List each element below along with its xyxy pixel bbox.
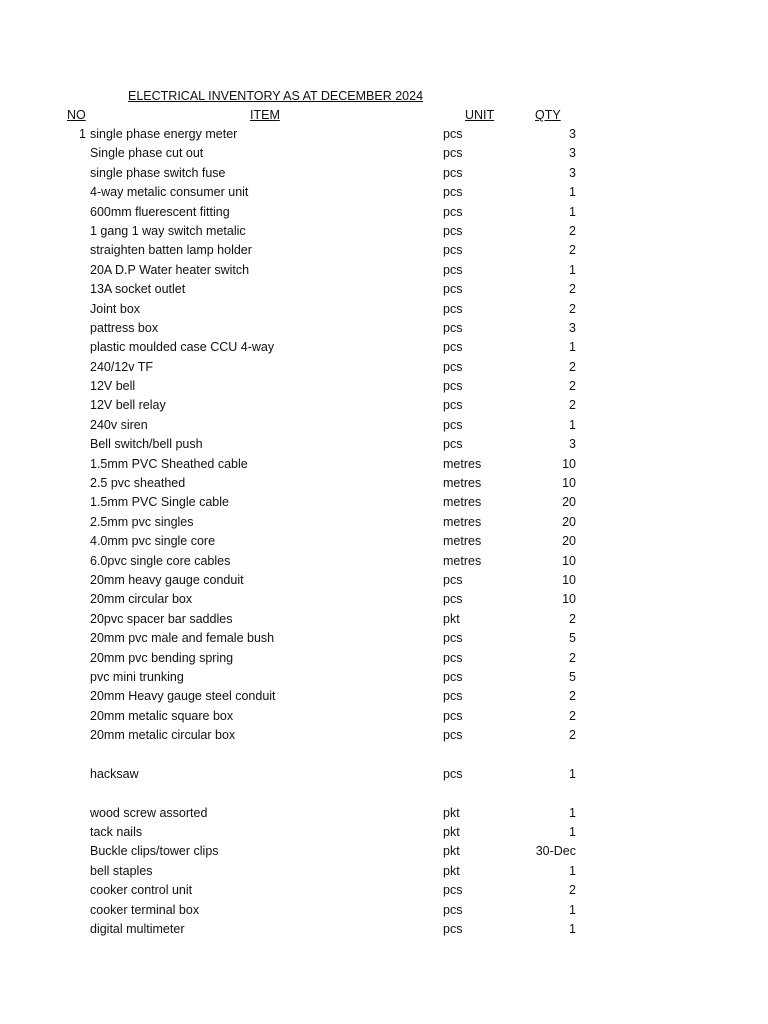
item-qty: 1 bbox=[569, 340, 576, 355]
table-row bbox=[0, 901, 768, 920]
item-unit: pcs bbox=[443, 902, 463, 917]
item-unit: pcs bbox=[443, 282, 463, 297]
table-row bbox=[0, 726, 768, 745]
item-unit: metres bbox=[443, 514, 482, 529]
table-row bbox=[0, 125, 768, 144]
item-name: 20A D.P Water heater switch bbox=[90, 262, 250, 277]
item-unit: pcs bbox=[443, 379, 463, 394]
item-qty: 1 bbox=[569, 417, 576, 432]
item-name: cooker control unit bbox=[90, 883, 193, 898]
item-unit: pcs bbox=[443, 708, 463, 723]
table-row bbox=[0, 629, 768, 648]
item-name: tack nails bbox=[90, 825, 143, 840]
table-row bbox=[0, 571, 768, 590]
row-number: 1 bbox=[79, 127, 86, 141]
item-unit: pcs bbox=[443, 728, 463, 743]
item-qty: 2 bbox=[569, 301, 576, 316]
table-row bbox=[0, 668, 768, 687]
item-qty: 1 bbox=[569, 204, 576, 219]
item-unit: pkt bbox=[443, 844, 460, 859]
item-unit: pcs bbox=[443, 766, 463, 781]
table-row bbox=[0, 687, 768, 706]
table-row bbox=[0, 358, 768, 377]
item-qty: 2 bbox=[569, 223, 576, 238]
item-name: bell staples bbox=[90, 863, 153, 878]
item-unit: pcs bbox=[443, 669, 463, 684]
item-name: 600mm fluerescent fitting bbox=[90, 204, 230, 219]
table-row bbox=[0, 707, 768, 726]
item-qty: 2 bbox=[569, 243, 576, 258]
item-qty: 30-Dec bbox=[535, 844, 576, 859]
table-row bbox=[0, 881, 768, 900]
item-qty: 3 bbox=[569, 127, 576, 141]
item-unit: metres bbox=[443, 456, 482, 471]
item-name: single phase energy meter bbox=[90, 127, 238, 141]
item-qty: 2 bbox=[569, 689, 576, 704]
item-unit: pcs bbox=[443, 417, 463, 432]
table-row bbox=[0, 416, 768, 435]
table-row bbox=[0, 513, 768, 532]
item-name: 240v siren bbox=[90, 417, 148, 432]
table-row bbox=[0, 300, 768, 319]
item-qty: 3 bbox=[569, 146, 576, 161]
sheet-title: ELECTRICAL INVENTORY AS AT DECEMBER 2024 bbox=[128, 89, 424, 103]
table-row bbox=[0, 261, 768, 280]
table-row bbox=[0, 203, 768, 222]
item-name: 1 gang 1 way switch metalic bbox=[90, 223, 246, 238]
item-name: digital multimeter bbox=[90, 922, 185, 937]
item-name: cooker terminal box bbox=[90, 902, 200, 917]
table-row bbox=[0, 590, 768, 609]
table-row bbox=[0, 241, 768, 260]
item-name: 20mm Heavy gauge steel conduit bbox=[90, 689, 276, 704]
item-unit: pcs bbox=[443, 223, 463, 238]
item-name: 2.5 pvc sheathed bbox=[90, 476, 186, 491]
item-unit: metres bbox=[443, 495, 482, 510]
item-qty: 10 bbox=[562, 592, 576, 607]
item-name: Joint box bbox=[90, 301, 141, 316]
item-unit: pkt bbox=[443, 825, 460, 840]
item-unit: metres bbox=[443, 534, 482, 549]
item-name: plastic moulded case CCU 4-way bbox=[90, 340, 275, 355]
item-name: single phase switch fuse bbox=[90, 165, 226, 180]
table-row bbox=[0, 377, 768, 396]
item-name: Buckle clips/tower clips bbox=[90, 844, 219, 859]
item-name: 20mm circular box bbox=[90, 592, 193, 607]
table-row bbox=[0, 649, 768, 668]
item-unit: pcs bbox=[443, 301, 463, 316]
table-row bbox=[0, 862, 768, 881]
item-unit: pcs bbox=[443, 650, 463, 665]
item-name: 20pvc spacer bar saddles bbox=[90, 611, 233, 626]
item-name: pattress box bbox=[90, 320, 159, 335]
table-row bbox=[0, 765, 768, 784]
item-name: Bell switch/bell push bbox=[90, 437, 203, 452]
item-unit: pkt bbox=[443, 863, 460, 878]
item-name: 1.5mm PVC Single cable bbox=[90, 495, 229, 510]
item-name: 2.5mm pvc singles bbox=[90, 514, 194, 529]
table-row bbox=[0, 474, 768, 493]
item-unit: pcs bbox=[443, 204, 463, 219]
item-name: 12V bell bbox=[90, 379, 136, 394]
item-unit: pcs bbox=[443, 320, 463, 335]
item-qty: 20 bbox=[562, 514, 576, 529]
item-unit: pcs bbox=[443, 359, 463, 374]
item-qty: 10 bbox=[562, 456, 576, 471]
item-qty: 2 bbox=[569, 379, 576, 394]
table-row bbox=[0, 455, 768, 474]
table-row bbox=[0, 842, 768, 861]
table-row bbox=[0, 610, 768, 629]
item-name: 6.0pvc single core cables bbox=[90, 553, 231, 568]
item-unit: pcs bbox=[443, 922, 463, 937]
item-name: 20mm heavy gauge conduit bbox=[90, 572, 244, 587]
table-row bbox=[0, 164, 768, 183]
item-qty: 2 bbox=[569, 728, 576, 743]
table-row bbox=[0, 532, 768, 551]
item-unit: pcs bbox=[443, 165, 463, 180]
table-row bbox=[0, 280, 768, 299]
item-qty: 1 bbox=[569, 922, 576, 937]
item-qty: 2 bbox=[569, 708, 576, 723]
item-qty: 3 bbox=[569, 165, 576, 180]
header-unit: UNIT bbox=[465, 108, 495, 122]
item-qty: 2 bbox=[569, 282, 576, 297]
item-qty: 5 bbox=[569, 669, 576, 684]
table-row bbox=[0, 396, 768, 415]
table-row bbox=[0, 319, 768, 338]
table-row bbox=[0, 493, 768, 512]
item-qty: 1 bbox=[569, 262, 576, 277]
item-unit: pcs bbox=[443, 398, 463, 413]
item-name: 12V bell relay bbox=[90, 398, 166, 413]
item-unit: pkt bbox=[443, 611, 460, 626]
item-qty: 2 bbox=[569, 650, 576, 665]
item-qty: 1 bbox=[569, 902, 576, 917]
header-no: NO bbox=[67, 108, 86, 122]
header-item: ITEM bbox=[250, 108, 280, 122]
item-qty: 1 bbox=[569, 863, 576, 878]
item-qty: 3 bbox=[569, 437, 576, 452]
item-qty: 5 bbox=[569, 631, 576, 646]
item-unit: pcs bbox=[443, 437, 463, 452]
item-name: wood screw assorted bbox=[90, 805, 208, 820]
item-unit: pcs bbox=[443, 127, 463, 141]
table-row bbox=[0, 823, 768, 842]
item-unit: pcs bbox=[443, 146, 463, 161]
item-unit: pcs bbox=[443, 185, 463, 200]
item-unit: pcs bbox=[443, 883, 463, 898]
item-qty: 2 bbox=[569, 398, 576, 413]
item-qty: 2 bbox=[569, 611, 576, 626]
item-unit: pcs bbox=[443, 572, 463, 587]
table-row bbox=[0, 746, 768, 765]
item-unit: pcs bbox=[443, 689, 463, 704]
item-name: 20mm pvc male and female bush bbox=[90, 631, 275, 646]
item-qty: 1 bbox=[569, 766, 576, 781]
item-name: Single phase cut out bbox=[90, 146, 204, 161]
item-unit: pcs bbox=[443, 340, 463, 355]
item-name: 13A socket outlet bbox=[90, 282, 186, 297]
table-row bbox=[0, 552, 768, 571]
item-unit: pcs bbox=[443, 631, 463, 646]
table-row bbox=[0, 222, 768, 241]
table-row bbox=[0, 784, 768, 803]
item-qty: 10 bbox=[562, 553, 576, 568]
table-row bbox=[0, 144, 768, 163]
item-unit: metres bbox=[443, 553, 482, 568]
item-qty: 2 bbox=[569, 359, 576, 374]
item-qty: 10 bbox=[562, 476, 576, 491]
item-unit: pcs bbox=[443, 262, 463, 277]
table-row bbox=[0, 435, 768, 454]
header-qty: QTY bbox=[535, 108, 561, 122]
item-name: 240/12v TF bbox=[90, 359, 154, 374]
item-qty: 2 bbox=[569, 883, 576, 898]
item-name: 20mm pvc bending spring bbox=[90, 650, 234, 665]
item-name: 1.5mm PVC Sheathed cable bbox=[90, 456, 248, 471]
item-qty: 3 bbox=[569, 320, 576, 335]
item-qty: 10 bbox=[562, 572, 576, 587]
item-unit: metres bbox=[443, 476, 482, 491]
item-qty: 1 bbox=[569, 805, 576, 820]
item-name: hacksaw bbox=[90, 766, 139, 781]
table-row bbox=[0, 183, 768, 202]
item-qty: 20 bbox=[562, 495, 576, 510]
item-qty: 1 bbox=[569, 825, 576, 840]
item-name: pvc mini trunking bbox=[90, 669, 184, 684]
item-name: 20mm metalic square box bbox=[90, 708, 234, 723]
item-unit: pcs bbox=[443, 243, 463, 258]
item-name: 4-way metalic consumer unit bbox=[90, 185, 249, 200]
table-row bbox=[0, 804, 768, 823]
item-name: straighten batten lamp holder bbox=[90, 243, 252, 258]
item-unit: pcs bbox=[443, 592, 463, 607]
table-row bbox=[0, 920, 768, 939]
item-unit: pkt bbox=[443, 805, 460, 820]
item-name: 20mm metalic circular box bbox=[90, 728, 236, 743]
item-qty: 20 bbox=[562, 534, 576, 549]
item-qty: 1 bbox=[569, 185, 576, 200]
item-name: 4.0mm pvc single core bbox=[90, 534, 216, 549]
table-row bbox=[0, 338, 768, 357]
inventory-table bbox=[0, 125, 768, 939]
